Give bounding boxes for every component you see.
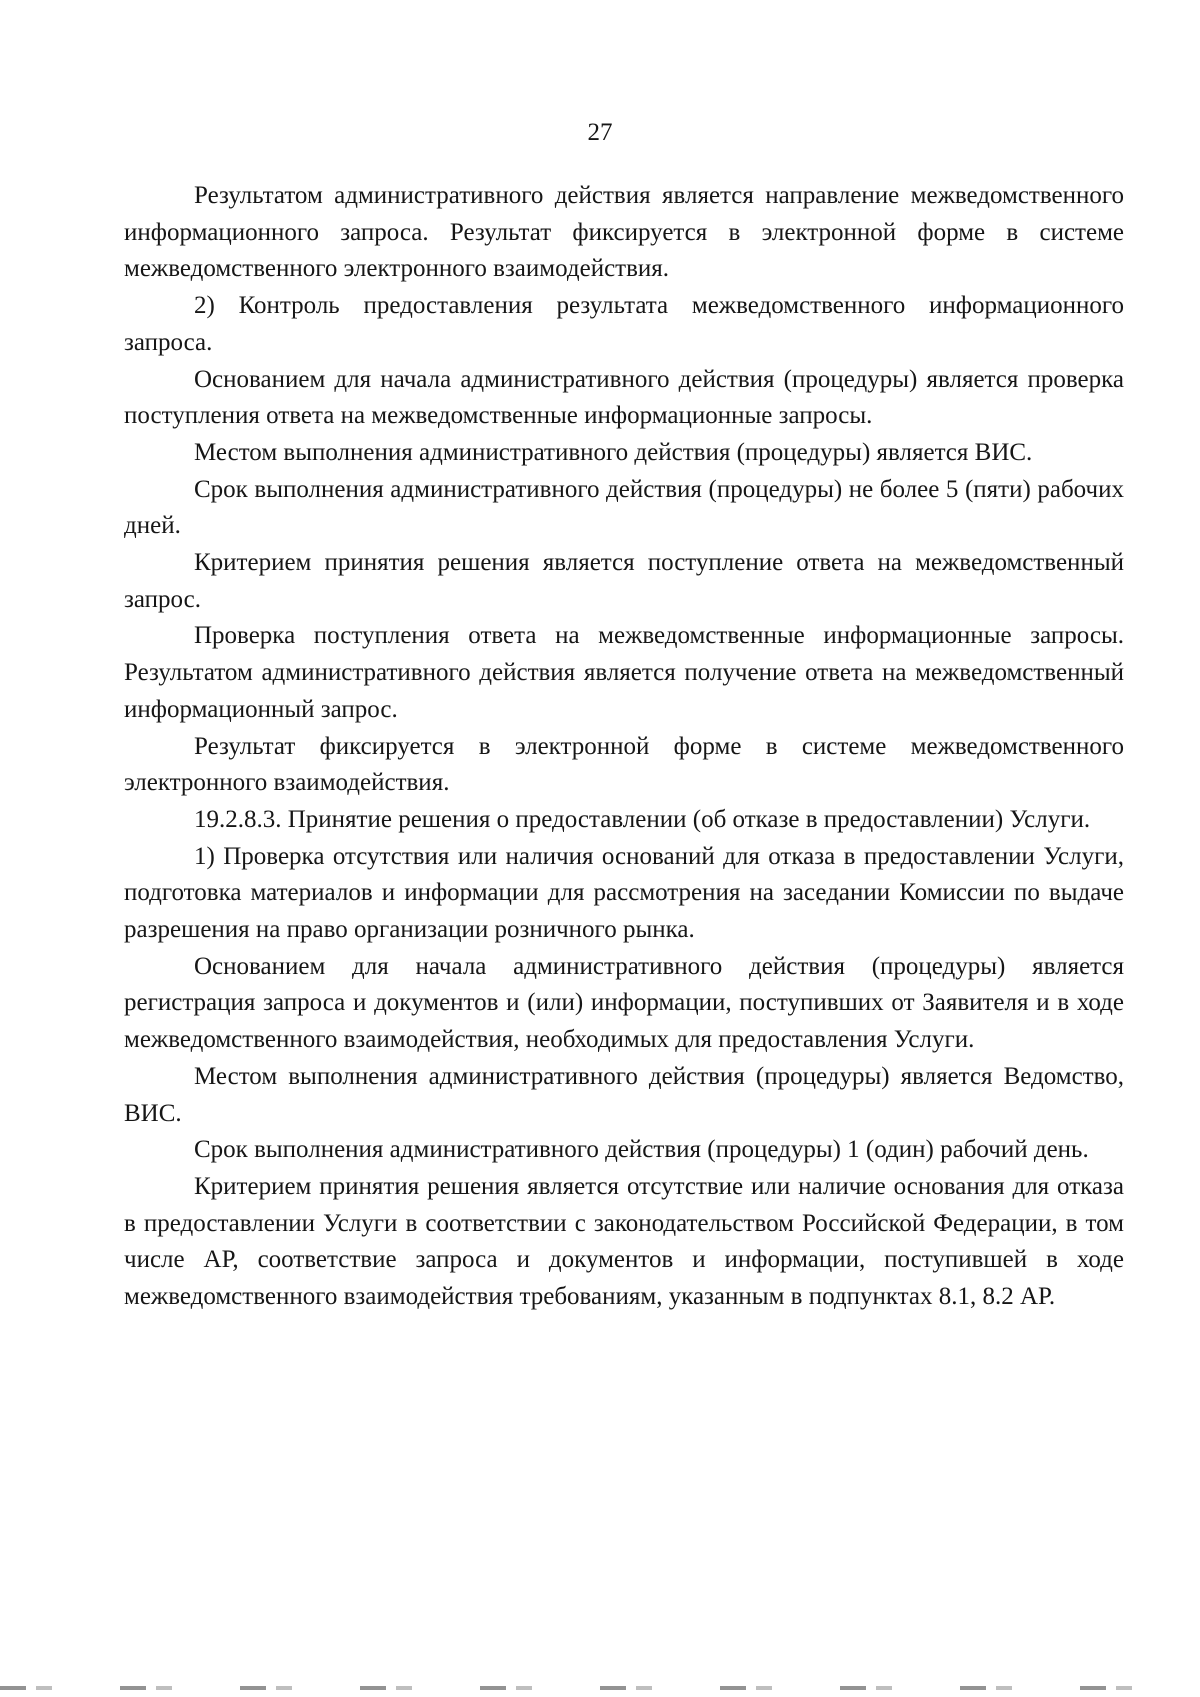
paragraph-basis-check: Основанием для начала административного действия (процедуры) является проверка поступления ответа на межведомственные информационные запросы. — [124, 365, 1124, 430]
paragraph-check-grounds: 1) Проверка отсутствия или наличия оснований для отказа в предоставлении Услуги, подготовка материалов и информации для рассмотрения на заседании Комиссии по выдаче разрешения на право организации розничного рынка. — [124, 842, 1124, 944]
paragraph-basis-registration: Основанием для начала административного действия (процедуры) является регистрация запроса и документов и (или) информации, поступивших от Заявителя и в ходе межведомственного взаимодействия, необходимых для предоставления Услуги. — [124, 952, 1124, 1054]
paragraph-check-response: Проверка поступления ответа на межведомственные информационные запросы. Результатом административного действия является получение ответа на межведомственный информационный запрос. — [124, 622, 1124, 723]
paragraph-result-request: Результатом административного действия является направление межведомственного информационного запроса. Результат фиксируется в электронной форме в системе межведомственного электронного взаимодействия. — [124, 182, 1124, 283]
paragraph-term-1-day: Срок выполнения административного действия (процедуры) 1 (один) рабочий день. — [194, 1136, 1089, 1164]
page-number: 27 — [587, 119, 613, 146]
paragraph-criterion-response: Критерием принятия решения является поступление ответа на межведомственный запрос. — [124, 549, 1124, 613]
paragraph-place-agency: Местом выполнения административного действия (процедуры) является Ведомство, ВИС. — [124, 1062, 1124, 1127]
paragraph-result-fixed: Результат фиксируется в электронной форме в системе межведомственного электронного взаимодействия. — [124, 732, 1124, 797]
document-body — [124, 178, 1124, 1316]
scan-edge-artifact — [0, 1686, 1200, 1690]
paragraph-term-5-days: Срок выполнения административного действия (процедуры) не более 5 (пяти) рабочих дней. — [124, 475, 1124, 540]
paragraph-criterion-grounds: Критерием принятия решения является отсутствие или наличие основания для отказа в предоставлении Услуги в соответствии с законодательством Российской Федерации, в том числе АР, соответствие запроса и документов и информации, поступившей в ходе межведомственного взаимодействия требованиям, указанным в подпунктах 8.1, 8.2 АР. — [124, 1172, 1124, 1311]
paragraph-place-vis: Местом выполнения административного действия (процедуры) является ВИС. — [194, 438, 1033, 466]
paragraph-section-19-2-8-3: 19.2.8.3. Принятие решения о предоставлении (об отказе в предоставлении) Услуги. — [194, 805, 1091, 833]
paragraph-control-result: 2) Контроль предоставления результата межведомственного информационного запроса. — [124, 292, 1124, 356]
